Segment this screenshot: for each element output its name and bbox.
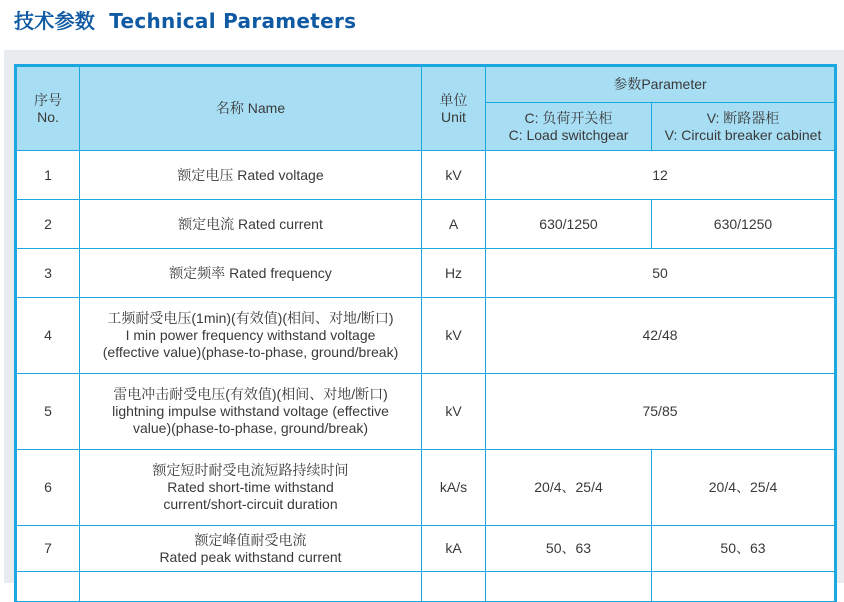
row-name: 额定频率 Rated frequency	[80, 249, 422, 298]
row-value-c: 20/4、25/4	[486, 450, 652, 526]
row-unit: Hz	[422, 249, 486, 298]
row-value-c: 50、63	[486, 526, 652, 572]
row-unit: kV	[422, 298, 486, 374]
row-name: 额定短时耐受电流短路持续时间 Rated short-time withstand current/short-circuit duration	[80, 450, 422, 526]
row-name: 额定电流 Rated current	[80, 200, 422, 249]
table-row	[16, 450, 836, 526]
row-number	[16, 572, 80, 602]
row-unit	[422, 572, 486, 602]
row-number: 6	[16, 450, 80, 526]
row-value: 12	[486, 151, 836, 200]
table-row	[16, 249, 836, 298]
row-number: 4	[16, 298, 80, 374]
row-unit: kA	[422, 526, 486, 572]
header-load-switchgear: C: 负荷开关柜 C: Load switchgear	[486, 103, 652, 151]
header-name: 名称 Name	[80, 66, 422, 151]
table-row	[16, 572, 836, 602]
row-name: 工频耐受电压(1min)(有效值)(相间、对地/断口) I min power frequency withstand voltage (effective value)(phase-to-phase, ground/break)	[80, 298, 422, 374]
row-name: 额定电压 Rated voltage	[80, 151, 422, 200]
technical-parameters-table	[14, 64, 837, 602]
row-value: 75/85	[486, 374, 836, 450]
row-value: 42/48	[486, 298, 836, 374]
table-row	[16, 298, 836, 374]
page-title-en: Technical Parameters	[109, 9, 357, 33]
table-row	[16, 526, 836, 572]
row-number: 5	[16, 374, 80, 450]
page-title	[14, 6, 356, 36]
table-row	[16, 374, 836, 450]
row-value-v: 20/4、25/4	[652, 450, 836, 526]
header-circuit-breaker-cabinet: V: 断路器柜 V: Circuit breaker cabinet	[652, 103, 836, 151]
row-value: 50	[486, 249, 836, 298]
page-title-zh: 技术参数	[14, 9, 96, 33]
table-row	[16, 151, 836, 200]
row-name: 额定峰值耐受电流 Rated peak withstand current	[80, 526, 422, 572]
row-number: 3	[16, 249, 80, 298]
row-value-v: 630/1250	[652, 200, 836, 249]
row-name: 雷电冲击耐受电压(有效值)(相间、对地/断口) lightning impulse withstand voltage (effective value)(phase-to-phase, ground/break)	[80, 374, 422, 450]
row-name	[80, 572, 422, 602]
row-number: 1	[16, 151, 80, 200]
row-value-v	[652, 572, 836, 602]
header-row-top	[16, 66, 836, 103]
row-unit: kV	[422, 151, 486, 200]
row-number: 7	[16, 526, 80, 572]
table-row	[16, 200, 836, 249]
row-unit: A	[422, 200, 486, 249]
header-unit: 单位 Unit	[422, 66, 486, 151]
row-number: 2	[16, 200, 80, 249]
header-parameter: 参数Parameter	[486, 66, 836, 103]
row-value-c: 630/1250	[486, 200, 652, 249]
header-no: 序号 No.	[16, 66, 80, 151]
row-value-c	[486, 572, 652, 602]
row-value-v: 50、63	[652, 526, 836, 572]
row-unit: kA/s	[422, 450, 486, 526]
row-unit: kV	[422, 374, 486, 450]
